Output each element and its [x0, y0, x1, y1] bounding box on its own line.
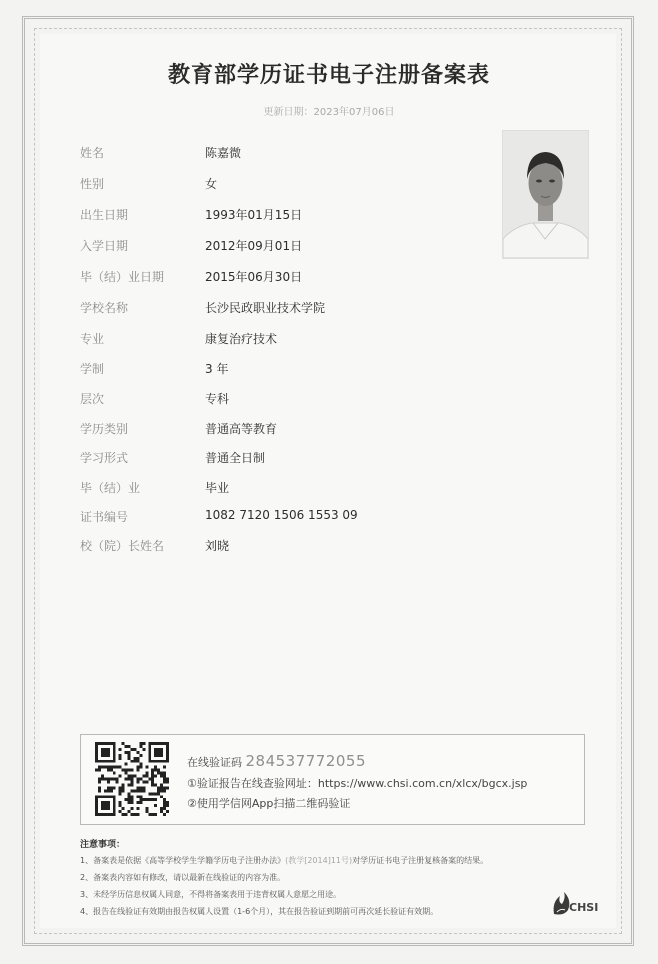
verification-code-line	[187, 752, 366, 770]
field-label: 学历类别	[80, 422, 129, 436]
note-3: 3、未经学历信息权属人同意，不得将备案表用于违背权属人意愿之用途。	[80, 890, 342, 899]
field-value: 2012年09月01日	[205, 239, 303, 253]
field-label: 出生日期	[80, 208, 129, 222]
field-value: 毕业	[205, 481, 230, 495]
notes-title: 注意事项：	[80, 840, 126, 850]
note-1	[80, 855, 488, 866]
field-value: 1993年01月15日	[205, 208, 303, 222]
note-2: 2、备案表内容如有修改，请以最新在线验证的内容为准。	[80, 873, 286, 882]
field-value: 长沙民政职业技术学院	[205, 301, 326, 315]
portrait-image	[503, 131, 588, 258]
field-value: 1082 7120 1506 1553 09	[205, 508, 358, 522]
field-label: 学习形式	[80, 451, 129, 465]
qr-code-icon[interactable]	[95, 742, 169, 816]
field-label: 姓名	[80, 146, 105, 160]
field-label: 毕（结）业	[80, 481, 141, 495]
student-photo	[502, 130, 589, 259]
verification-box	[80, 734, 585, 825]
note-1-reference: (教学[2014]11号)	[285, 856, 353, 865]
field-value: 专科	[205, 392, 230, 406]
chsi-logo-text: CHSI	[569, 901, 599, 914]
field-label: 层次	[80, 392, 105, 406]
note-1-text: 1、备案表是依据《高等学校学生学籍学历电子注册办法》	[80, 856, 286, 865]
field-value: 女	[205, 177, 218, 191]
note-4: 4、报告在线验证有效期由报告权属人设置（1-6个月），其在报告验证到期前可再次延长验证有效期。	[80, 907, 439, 916]
field-label: 学校名称	[80, 301, 129, 315]
verification-url-line: ①验证报告在线查验网址：https://www.chsi.com.cn/xlcx/bgcx.jsp	[187, 777, 528, 790]
field-value: 3 年	[205, 362, 229, 376]
field-value: 刘晓	[205, 539, 230, 553]
note-1-text-end: 对学历证书电子注册复核备案的结果。	[352, 856, 489, 865]
field-value: 普通高等教育	[205, 422, 278, 436]
update-date: 更新日期：2023年07月06日	[263, 107, 395, 118]
field-value: 陈嘉微	[205, 146, 242, 160]
field-label: 性别	[80, 177, 105, 191]
field-value: 普通全日制	[205, 451, 266, 465]
field-label: 学制	[80, 362, 105, 376]
field-label: 专业	[80, 332, 105, 346]
field-value: 康复治疗技术	[205, 332, 278, 346]
verification-app-line: ②使用学信网App扫描二维码验证	[187, 797, 351, 810]
verification-code: 284537772055	[245, 752, 367, 770]
field-value: 2015年06月30日	[205, 270, 303, 284]
field-label: 校（院）长姓名	[80, 539, 165, 553]
field-label: 入学日期	[80, 239, 129, 253]
document-title: 教育部学历证书电子注册备案表	[167, 63, 490, 88]
verification-code-label: 在线验证码	[187, 756, 242, 769]
field-label: 毕（结）业日期	[80, 270, 165, 284]
field-label: 证书编号	[80, 510, 129, 524]
